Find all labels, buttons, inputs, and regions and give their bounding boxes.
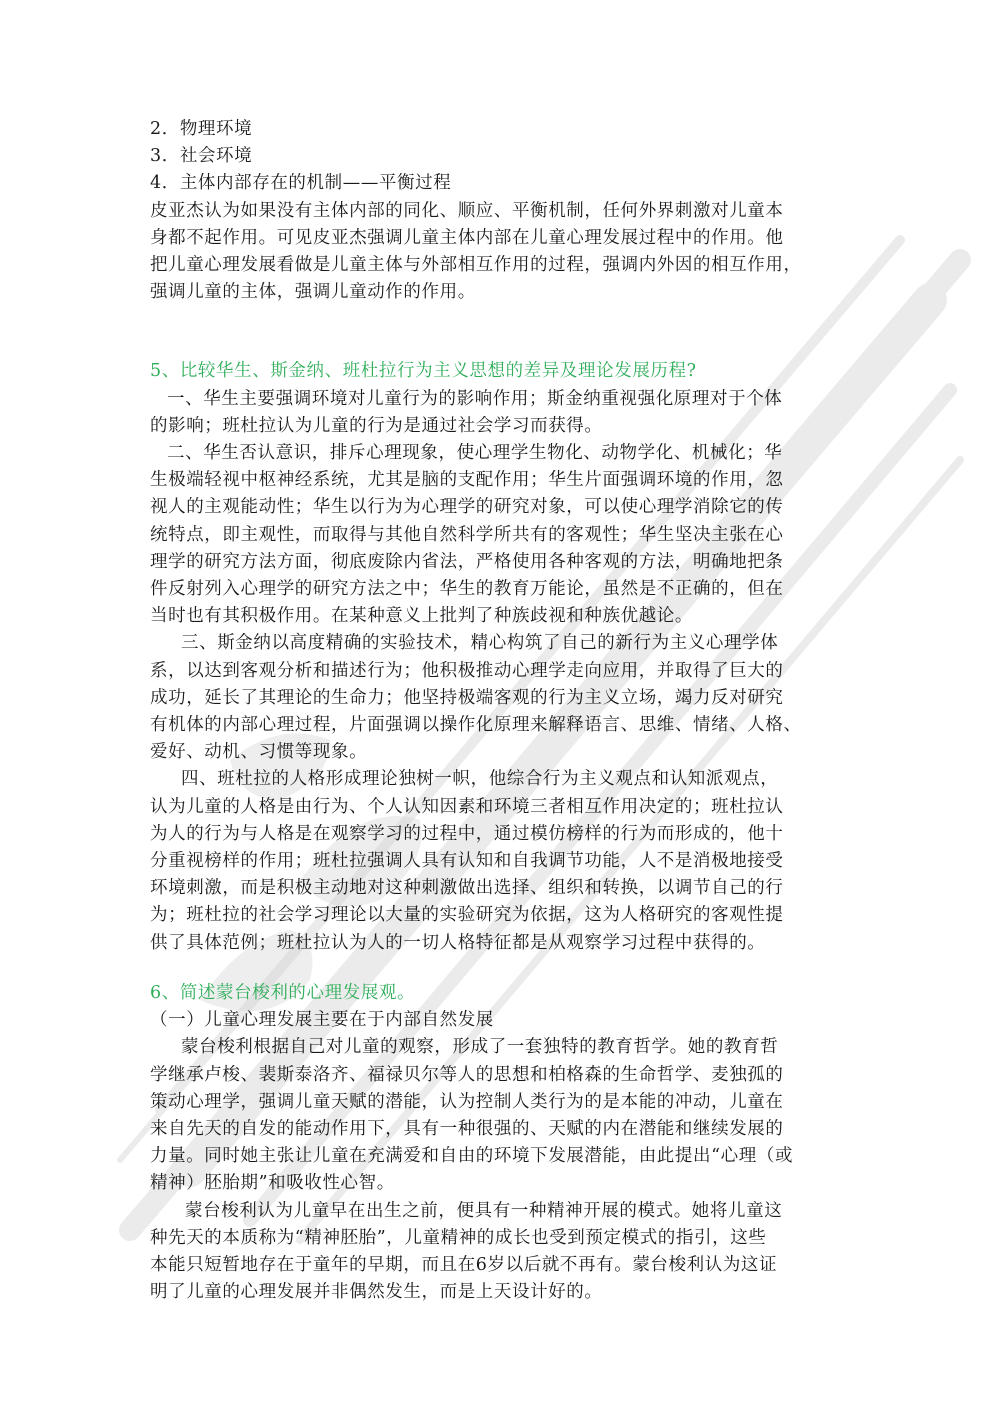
section-5-paragraph-3 [150, 630, 845, 766]
paragraph-line: 本能只短暂地存在于童年的早期，而且在6岁以后就不再有。蒙台梭利认为这证 [150, 1254, 778, 1275]
paragraph-line: 来自先天的自发的能动作用下，具有一种很强的、天赋的内在潜能和继续发展的 [150, 1118, 784, 1139]
section-4-paragraph [150, 198, 845, 307]
section-5-paragraph-1 [150, 386, 845, 440]
paragraph-line: 四、班杜拉的人格形成理论独树一帜，他综合行为主义观点和认知派观点， [181, 769, 779, 790]
paragraph-line: 供了具体范例；班杜拉认为人的一切人格特征都是从观察学习过程中获得的。 [150, 932, 766, 953]
paragraph-line: 统特点，即主观性，而取得与其他自然科学所共有的客观性；华生坚决主张在心 [150, 524, 784, 545]
spacer [150, 306, 845, 358]
paragraph-line: 蒙台梭利根据自己对儿童的观察，形成了一套独特的教育哲学。她的教育哲 [181, 1037, 779, 1058]
paragraph-line: 三、斯金纳以高度精确的实验技术，精心构筑了自己的新行为主义心理学体 [181, 633, 779, 654]
section-4-items [150, 116, 845, 198]
paragraph-line: 身都不起作用。可见皮亚杰强调儿童主体内部在儿童心理发展过程中的作用。他 [150, 227, 784, 248]
section-5-paragraph-2 [150, 440, 845, 630]
paragraph-line: 生极端轻视中枢神经系统，尤其是脑的支配作用；华生片面强调环境的作用，忽 [150, 470, 784, 491]
paragraph-line: 件反射列入心理学的研究方法之中；华生的教育万能论，虽然是不正确的，但在 [150, 579, 784, 600]
paragraph-line: 理学的研究方法方面，彻底废除内省法，严格使用各种客观的方法，明确地把条 [150, 551, 784, 572]
list-item: 4．主体内部存在的机制——平衡过程 [150, 173, 452, 194]
paragraph-line: 蒙台梭利认为儿童早在出生之前，便具有一种精神开展的模式。她将儿童这 [185, 1200, 783, 1221]
paragraph-line: 视人的主观能动性；华生以行为为心理学的研究对象，可以使心理学消除它的传 [150, 497, 784, 518]
paragraph-line: 有机体的内部心理过程，片面强调以操作化原理来解释语言、思维、情绪、人格、 [150, 715, 802, 736]
section-6-paragraph-1 [150, 1034, 845, 1197]
paragraph-line: 强调儿童的主体，强调儿童动作的作用。 [150, 282, 476, 303]
paragraph-line: 爱好、动机、习惯等现象。 [150, 742, 368, 763]
section-5-paragraph-4 [150, 766, 845, 956]
section-5-heading: 5、比较华生、斯金纳、班杜拉行为主义思想的差异及理论发展历程? [150, 361, 697, 382]
section-6-paragraph-2 [150, 1198, 845, 1307]
list-item: 3．社会环境 [150, 146, 253, 167]
paragraph-line: 认为儿童的人格是由行为、个人认知因素和环境三者相互作用决定的；班杜拉认 [150, 796, 784, 817]
paragraph-line: 种先天的本质称为“精神胚胎”，儿童精神的成长也受到预定模式的指引，这些 [150, 1227, 767, 1248]
paragraph-line: 学继承卢梭、裴斯泰洛齐、福禄贝尔等人的思想和柏格森的生命哲学、麦独孤的 [150, 1064, 784, 1085]
paragraph-line: 为人的行为与人格是在观察学习的过程中，通过模仿榜样的行为而形成的，他十 [150, 823, 784, 844]
paragraph-line: 当时也有其积极作用。在某种意义上批判了种族歧视和种族优越论。 [150, 606, 693, 627]
paragraph-line: 明了儿童的心理发展并非偶然发生，而是上天设计好的。 [150, 1282, 603, 1303]
spacer [150, 957, 845, 980]
paragraph-line: 环境刺激，而是积极主动地对这种刺激做出选择、组织和转换，以调节自己的行 [150, 878, 784, 899]
paragraph-line: 精神）胚胎期”和吸收性心智。 [150, 1173, 395, 1194]
paragraph-line: 策动心理学，强调儿童天赋的潜能，认为控制人类行为的是本能的冲动，儿童在 [150, 1091, 784, 1112]
paragraph-line: 系，以达到客观分析和描述行为；他积极推动心理学走向应用，并取得了巨大的 [150, 660, 784, 681]
paragraph-line: 皮亚杰认为如果没有主体内部的同化、顺应、平衡机制，任何外界刺激对儿童本 [150, 200, 784, 221]
paragraph-line: 为；班杜拉的社会学习理论以大量的实验研究为依据，这为人格研究的客观性提 [150, 905, 784, 926]
paragraph-line: 把儿童心理发展看做是儿童主体与外部相互作用的过程，强调内外因的相互作用， [150, 255, 802, 276]
paragraph-line: 分重视榜样的作用；班杜拉强调人具有认知和自我调节功能，人不是消极地接受 [150, 851, 784, 872]
paragraph-line: 二、华生否认意识，排斥心理现象，使心理学生物化、动物学化、机械化；华 [167, 443, 783, 464]
paragraph-line: 一、华生主要强调环境对儿童行为的影响作用；斯金纳重视强化原理对于个体 [167, 388, 783, 409]
section-6-subheading: （一）儿童心理发展主要在于内部自然发展 [150, 1010, 494, 1031]
paragraph-line: 的影响；班杜拉认为儿童的行为是通过社会学习而获得。 [150, 415, 603, 436]
paragraph-line: 力量。同时她主张让儿童在充满爱和自由的环境下发展潜能，由此提出“心理（或 [150, 1146, 794, 1167]
paragraph-line: 成功，延长了其理论的生命力；他坚持极端客观的行为主义立场，竭力反对研究 [150, 687, 784, 708]
section-6-heading: 6、简述蒙台梭利的心理发展观。 [150, 982, 416, 1003]
list-item: 2．物理环境 [150, 119, 253, 139]
